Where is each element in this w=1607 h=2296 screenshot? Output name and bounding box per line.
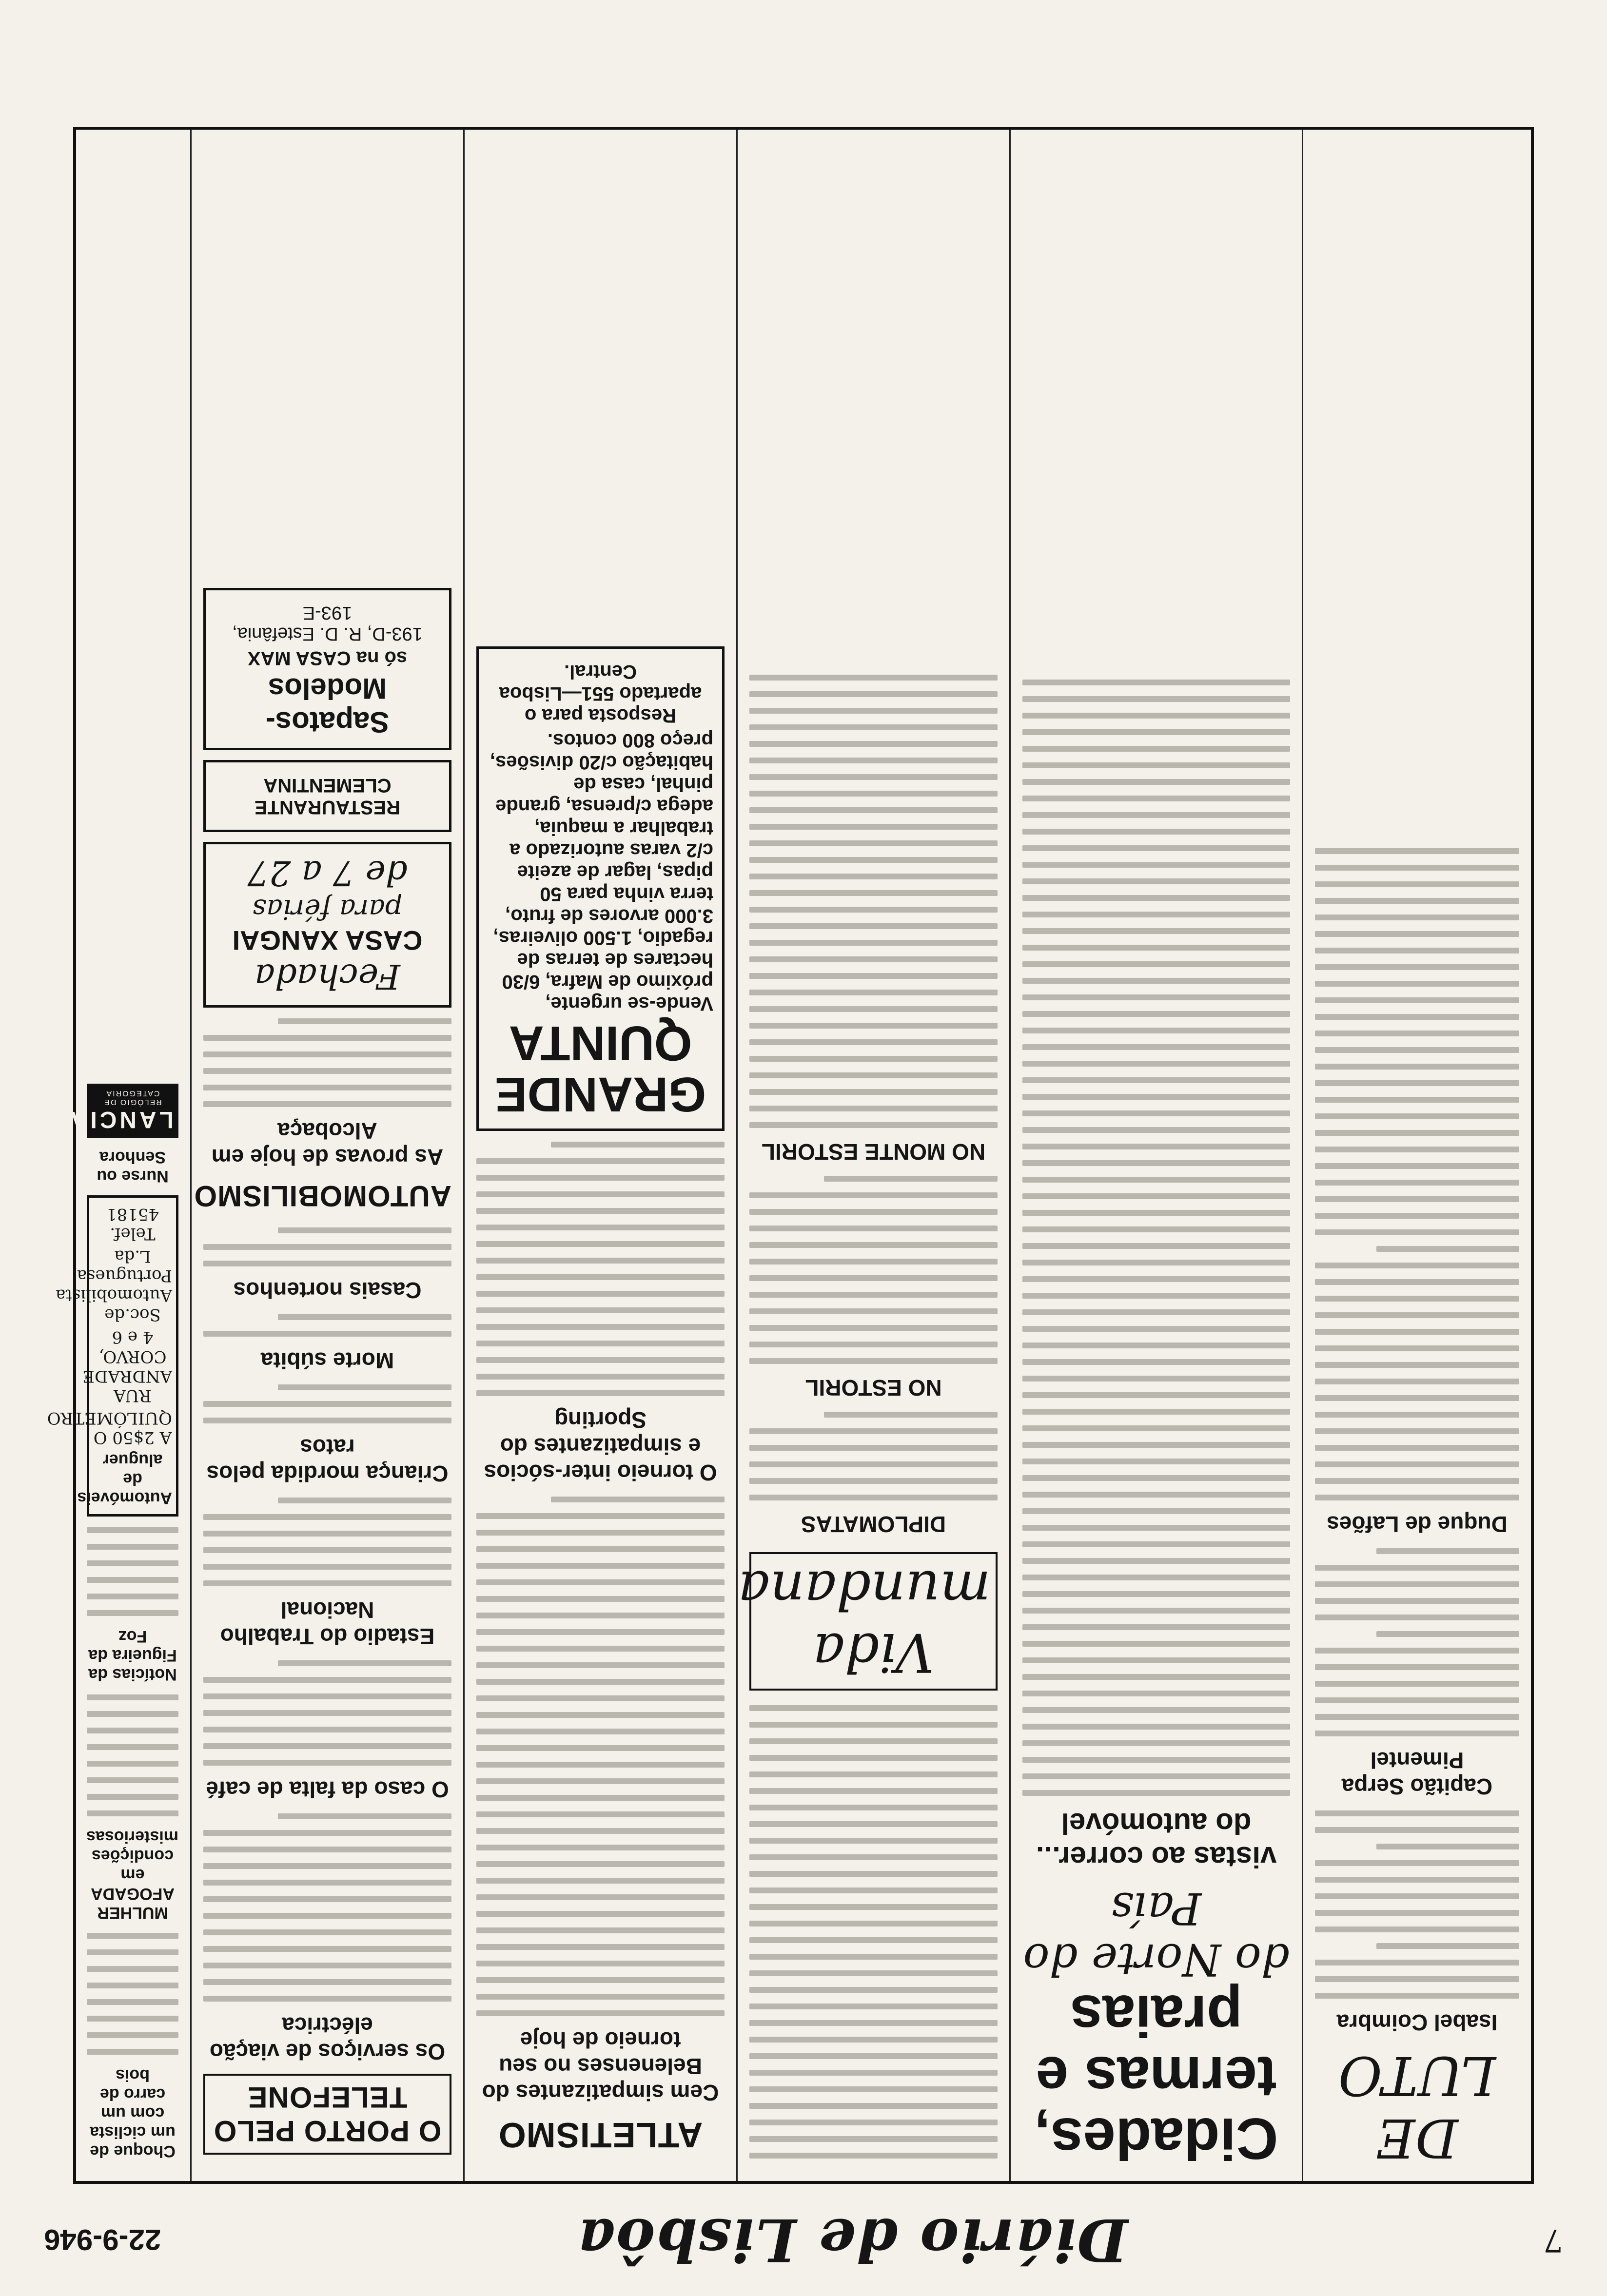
luto-text — [1315, 1810, 1519, 1999]
automoveis-title: Automóveis de aluguer — [77, 1451, 172, 1507]
rua-text: RUA ANDRADE CORVO, 4 e 6 — [82, 1327, 172, 1405]
figueira-title: Notícias da Figueira da Foz — [88, 1627, 177, 1684]
page-number: 7 — [1543, 2222, 1563, 2258]
para-ferias-text: para férias — [252, 893, 403, 925]
column-porto — [190, 130, 463, 2181]
grande-quinta-ad — [476, 646, 725, 1131]
masthead — [44, 2203, 1563, 2277]
grande-quinta-title: GRANDE QUINTA — [494, 1016, 706, 1122]
torneio-sporting-title: O torneio inter-sócios e simpatizantes do Sporting — [484, 1407, 717, 1485]
belenenses-title: Cem simpatizantes do Belenenses no seu torneio de hoje — [482, 2027, 719, 2105]
column-vida-mundana — [736, 130, 1009, 2181]
nurse-title: Nurse ou Senhora — [97, 1148, 169, 1186]
lancia-tagline: RELÓGIO DE CATEGORIA — [103, 1089, 162, 1106]
section-monte-estoril: NO MONTE ESTORIL — [761, 1139, 986, 1165]
ferias-dates: de 7 a 27 — [247, 853, 408, 893]
section-estoril: NO ESTORIL — [805, 1375, 942, 1401]
casa-xangai-ad — [203, 842, 451, 1008]
page-frame — [47, 127, 1534, 2184]
sapatos-title: Sapatos-Modelos — [265, 672, 390, 739]
grande-quinta-text: Vende-se urgente, próximo de Mafra, 6/30 hectares de terras de regadio, 1.500 oliveiras, 3.000 arvores de fruto, terra vinha para 50 pipas, lagar de azeite c/2 varas autorizado a trabalhar a maquia, adega c/prensa, grande pinhal, casa de habitação c/20 divisões, preço 800 contos. — [490, 730, 713, 1014]
fechada-text: Fechada — [255, 956, 400, 996]
mulher-title: MULHER AFOGADA em condições misteriosas — [86, 1828, 178, 1922]
lancia-ad — [67, 1084, 178, 1138]
quilometro-text: A 2$50 O QUILÓMETRO — [47, 1408, 172, 1447]
atletismo-title: ATLETISMO — [498, 2115, 703, 2154]
casais-title: Casais nortenhos — [233, 1278, 422, 1303]
estadio-title: Estadio do Trabalho Nacional — [220, 1597, 435, 1649]
provas-title: As provas de hoje em Alcobaça — [211, 1118, 444, 1170]
restaurante-title: RESTAURANTE CLEMENTINA — [254, 775, 401, 818]
vida-mundana-title: Vida mundana — [749, 1552, 998, 1691]
luto-subtitle: Isabel Coimbra — [1336, 2010, 1498, 2035]
morte-title: Morte súbita — [260, 1348, 394, 1373]
column-cidades — [1009, 130, 1302, 2181]
telef-text: Telef. 45181 — [106, 1205, 159, 1244]
casa-xangai-name: CASA XANGAI — [232, 925, 423, 956]
porto-telefone-title: O PORTO PELO TELEFONE — [203, 2074, 451, 2155]
casa-max-ad — [203, 588, 451, 750]
column-atletismo — [463, 130, 736, 2181]
section-duque-lafoes: Duque de Lafões — [1327, 1512, 1508, 1537]
lancia-logo: LANCIA — [67, 1107, 174, 1132]
casa-max-name: só na CASA MAX — [247, 647, 408, 669]
automobilismo-title: AUTOMOBILISMO — [194, 1180, 451, 1212]
soc-text: Soc.de Automobilista Portuguesa, L.da — [55, 1246, 172, 1324]
crianca-title: Criança mordida pelos ratos — [206, 1435, 449, 1486]
subhead-automovel: vistas ao correr... do automóvel — [1036, 1807, 1277, 1873]
clementina-ad — [203, 760, 451, 832]
column-choque — [47, 130, 190, 2181]
grande-quinta-contact: Resposta para o apartado 551—Lisboa Central. — [499, 661, 702, 726]
choque-title: Choque de um ciclista com um carro de bois — [90, 2066, 176, 2160]
section-serpa-pimentel: Capitão Serpa Pimentel — [1341, 1748, 1493, 1799]
headline-norte: do Norte do País — [1023, 1883, 1290, 1985]
newspaper-title: Diário de Lisbôa — [576, 2205, 1128, 2275]
viacao-title: Os serviços de viação eléctrica — [209, 2013, 446, 2064]
luto-title: DE LUTO — [1338, 2044, 1496, 2169]
headline-cidades: Cidades, termas e praias — [1034, 1983, 1278, 2171]
automoveis-ad — [47, 1195, 178, 1517]
section-diplomatas: DIPLOMATAS — [801, 1512, 946, 1537]
falta-cafe-title: O caso da falta de café — [206, 1777, 449, 1802]
issue-date: 22-9-946 — [44, 2223, 161, 2257]
column-luto — [1302, 130, 1531, 2181]
casa-max-address: 193-D, R. D. Estefânia, 193-E — [232, 603, 423, 644]
cidades-text — [1022, 680, 1290, 1796]
